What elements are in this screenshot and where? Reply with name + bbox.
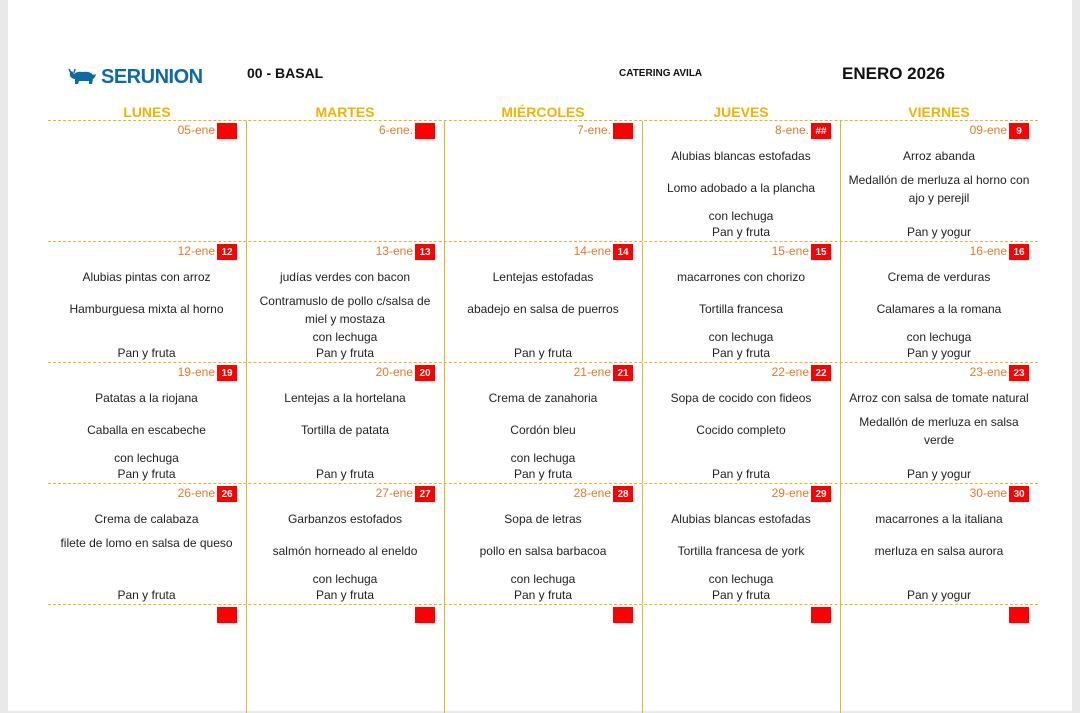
weekday-header-row	[48, 104, 1038, 120]
day-cell	[246, 242, 443, 362]
day-date: 27-ene	[375, 486, 413, 500]
week-row	[48, 362, 1038, 483]
second-course: Tortilla francesa	[698, 302, 784, 316]
side-dish: con lechuga	[510, 572, 576, 586]
day-badge: 22	[811, 365, 831, 381]
day-badge: 21	[613, 365, 633, 381]
second-course: Cordón bleu	[510, 423, 576, 437]
day-cell	[246, 605, 443, 713]
dessert: Pan y fruta	[711, 346, 771, 360]
second-course: Lomo adobado a la plancha	[666, 181, 816, 195]
day-badge: 19	[217, 365, 237, 381]
dessert: Pan y fruta	[117, 588, 176, 602]
day-date: 14-ene	[573, 244, 611, 258]
day-badge	[217, 607, 237, 623]
day-badge	[415, 607, 435, 623]
day-badge: 23	[1009, 365, 1029, 381]
day-date: 26-ene	[177, 486, 215, 500]
day-date: 30-ene	[969, 486, 1007, 500]
day-date: 16-ene	[969, 244, 1007, 258]
day-date: 22-ene	[771, 365, 809, 379]
first-course: Arroz abanda	[902, 149, 976, 163]
side-dish: con lechuga	[708, 572, 774, 586]
serunion-logo	[68, 65, 203, 89]
week-row	[48, 241, 1038, 362]
day-date: 7-ene.	[576, 123, 611, 137]
day-date: 6-ene.	[378, 123, 413, 137]
day-date: 19-ene	[177, 365, 215, 379]
second-course: Tortilla de patata	[300, 423, 390, 437]
day-cell	[840, 121, 1037, 241]
day-badge: 30	[1009, 486, 1029, 502]
day-badge: 9	[1009, 123, 1029, 139]
first-course: Crema de verduras	[887, 270, 991, 284]
dessert: Pan y fruta	[711, 588, 771, 602]
day-date: 13-ene	[375, 244, 413, 258]
day-date: 05-ene	[177, 123, 215, 137]
bull-icon	[68, 67, 98, 87]
day-badge	[217, 123, 237, 139]
dessert: Pan y fruta	[513, 346, 573, 360]
day-cell	[444, 121, 641, 241]
second-course: Medallón de merluza en salsa verde	[859, 415, 1019, 447]
dessert: Pan y fruta	[711, 467, 771, 481]
second-course: salmón horneado al eneldo	[272, 544, 418, 558]
dessert: Pan y yogur	[906, 346, 972, 360]
calendar-grid	[48, 104, 1038, 713]
day-cell	[48, 484, 245, 604]
second-course: Hamburguesa mixta al horno	[69, 302, 224, 316]
day-badge: 20	[415, 365, 435, 381]
day-cell	[48, 242, 245, 362]
first-course: Alubias blancas estofadas	[671, 149, 811, 163]
weeks-container	[48, 120, 1038, 713]
day-cell	[48, 605, 245, 713]
day-cell	[840, 605, 1037, 713]
first-course: Crema de calabaza	[94, 512, 199, 526]
dessert: Pan y fruta	[117, 467, 176, 481]
weekday-lunes: LUNES	[123, 104, 171, 120]
day-cell	[246, 121, 443, 241]
day-cell	[642, 363, 839, 483]
weekday-miercoles: MIÉRCOLES	[501, 104, 585, 120]
day-cell	[642, 121, 839, 241]
day-badge: 15	[811, 244, 831, 260]
first-course: judías verdes con bacon	[279, 270, 411, 284]
second-course: abadejo en salsa de puerros	[467, 302, 619, 316]
first-course: macarrones a la italiana	[875, 512, 1003, 526]
first-course: Garbanzos estofados	[287, 512, 403, 526]
day-cell	[444, 605, 641, 713]
dessert: Pan y fruta	[117, 346, 176, 360]
dessert: Pan y yogur	[906, 467, 972, 481]
second-course: Contramuslo de pollo c/salsa de miel y mostaza	[259, 294, 431, 326]
dessert: Pan y fruta	[315, 588, 375, 602]
dessert: Pan y fruta	[513, 467, 573, 481]
day-badge	[811, 607, 831, 623]
day-badge: 13	[415, 244, 435, 260]
first-course: macarrones con chorizo	[676, 270, 806, 284]
second-course: Medallón de merluza al horno con ajo y perejil	[848, 173, 1030, 205]
day-badge: 28	[613, 486, 633, 502]
day-badge: 16	[1009, 244, 1029, 260]
second-course: merluza en salsa aurora	[874, 544, 1004, 558]
day-cell	[642, 242, 839, 362]
menu-header	[8, 56, 1072, 92]
weekday-jueves: JUEVES	[713, 104, 769, 120]
first-course: Sopa de cocido con fideos	[670, 391, 812, 405]
day-cell	[840, 242, 1037, 362]
dessert: Pan y fruta	[513, 588, 573, 602]
day-cell	[642, 605, 839, 713]
day-date: 21-ene	[573, 365, 611, 379]
day-cell	[840, 484, 1037, 604]
day-badge	[1009, 607, 1029, 623]
day-date: 23-ene	[969, 365, 1007, 379]
day-badge: 26	[217, 486, 237, 502]
day-cell	[246, 363, 443, 483]
second-course: filete de lomo en salsa de queso	[60, 536, 233, 550]
dessert: Pan y yogur	[906, 225, 972, 239]
day-badge: ##	[811, 123, 831, 139]
side-dish: con lechuga	[906, 330, 972, 344]
day-cell	[840, 363, 1037, 483]
day-badge: 14	[613, 244, 633, 260]
day-badge	[613, 607, 633, 623]
first-course: Crema de zanahoria	[488, 391, 598, 405]
logo-text: SERUNION	[101, 65, 203, 88]
week-row	[48, 604, 1038, 713]
day-date: 09-ene	[969, 123, 1007, 137]
first-course: Alubias pintas con arroz	[82, 270, 211, 284]
day-date: 12-ene	[177, 244, 215, 258]
second-course: Calamares a la romana	[876, 302, 1002, 316]
catering-name: CATERING AVILA	[619, 68, 703, 79]
day-cell	[444, 242, 641, 362]
first-course: Sopa de letras	[504, 512, 582, 526]
day-badge: 27	[415, 486, 435, 502]
weekday-viernes: VIERNES	[908, 104, 970, 120]
day-date: 15-ene	[771, 244, 809, 258]
day-cell	[48, 363, 245, 483]
dessert: Pan y fruta	[315, 467, 375, 481]
first-course: Alubias blancas estofadas	[671, 512, 811, 526]
first-course: Patatas a la riojana	[95, 391, 198, 405]
week-row	[48, 120, 1038, 241]
day-date: 8-ene.	[774, 123, 809, 137]
day-badge	[613, 123, 633, 139]
side-dish: con lechuga	[708, 330, 774, 344]
menu-page	[8, 0, 1072, 711]
second-course: Cocido completo	[696, 423, 786, 437]
day-date: 28-ene	[573, 486, 611, 500]
day-cell	[48, 121, 245, 241]
week-row	[48, 483, 1038, 604]
day-date: 29-ene	[771, 486, 809, 500]
day-cell	[246, 484, 443, 604]
day-cell	[444, 363, 641, 483]
day-badge: 29	[811, 486, 831, 502]
side-dish: con lechuga	[312, 330, 378, 344]
day-badge	[415, 123, 435, 139]
dessert: Pan y fruta	[315, 346, 375, 360]
day-date: 20-ene	[375, 365, 413, 379]
side-dish: con lechuga	[510, 451, 576, 465]
first-course: Lentejas estofadas	[492, 270, 594, 284]
dessert: Pan y fruta	[711, 225, 771, 239]
month-title: ENERO 2026	[842, 64, 945, 83]
side-dish: con lechuga	[312, 572, 378, 586]
second-course: Caballa en escabeche	[87, 423, 206, 437]
second-course: Tortilla francesa de york	[677, 544, 805, 558]
side-dish: con lechuga	[114, 451, 179, 465]
day-badge: 12	[217, 244, 237, 260]
day-cell	[444, 484, 641, 604]
first-course: Arroz con salsa de tomate natural	[849, 391, 1029, 405]
first-course: Lentejas a la hortelana	[284, 391, 406, 405]
dessert: Pan y yogur	[906, 588, 972, 602]
side-dish: con lechuga	[708, 209, 774, 223]
second-course: pollo en salsa barbacoa	[479, 544, 607, 558]
menu-title: 00 - BASAL	[247, 65, 324, 81]
weekday-martes: MARTES	[315, 104, 375, 120]
day-cell	[642, 484, 839, 604]
